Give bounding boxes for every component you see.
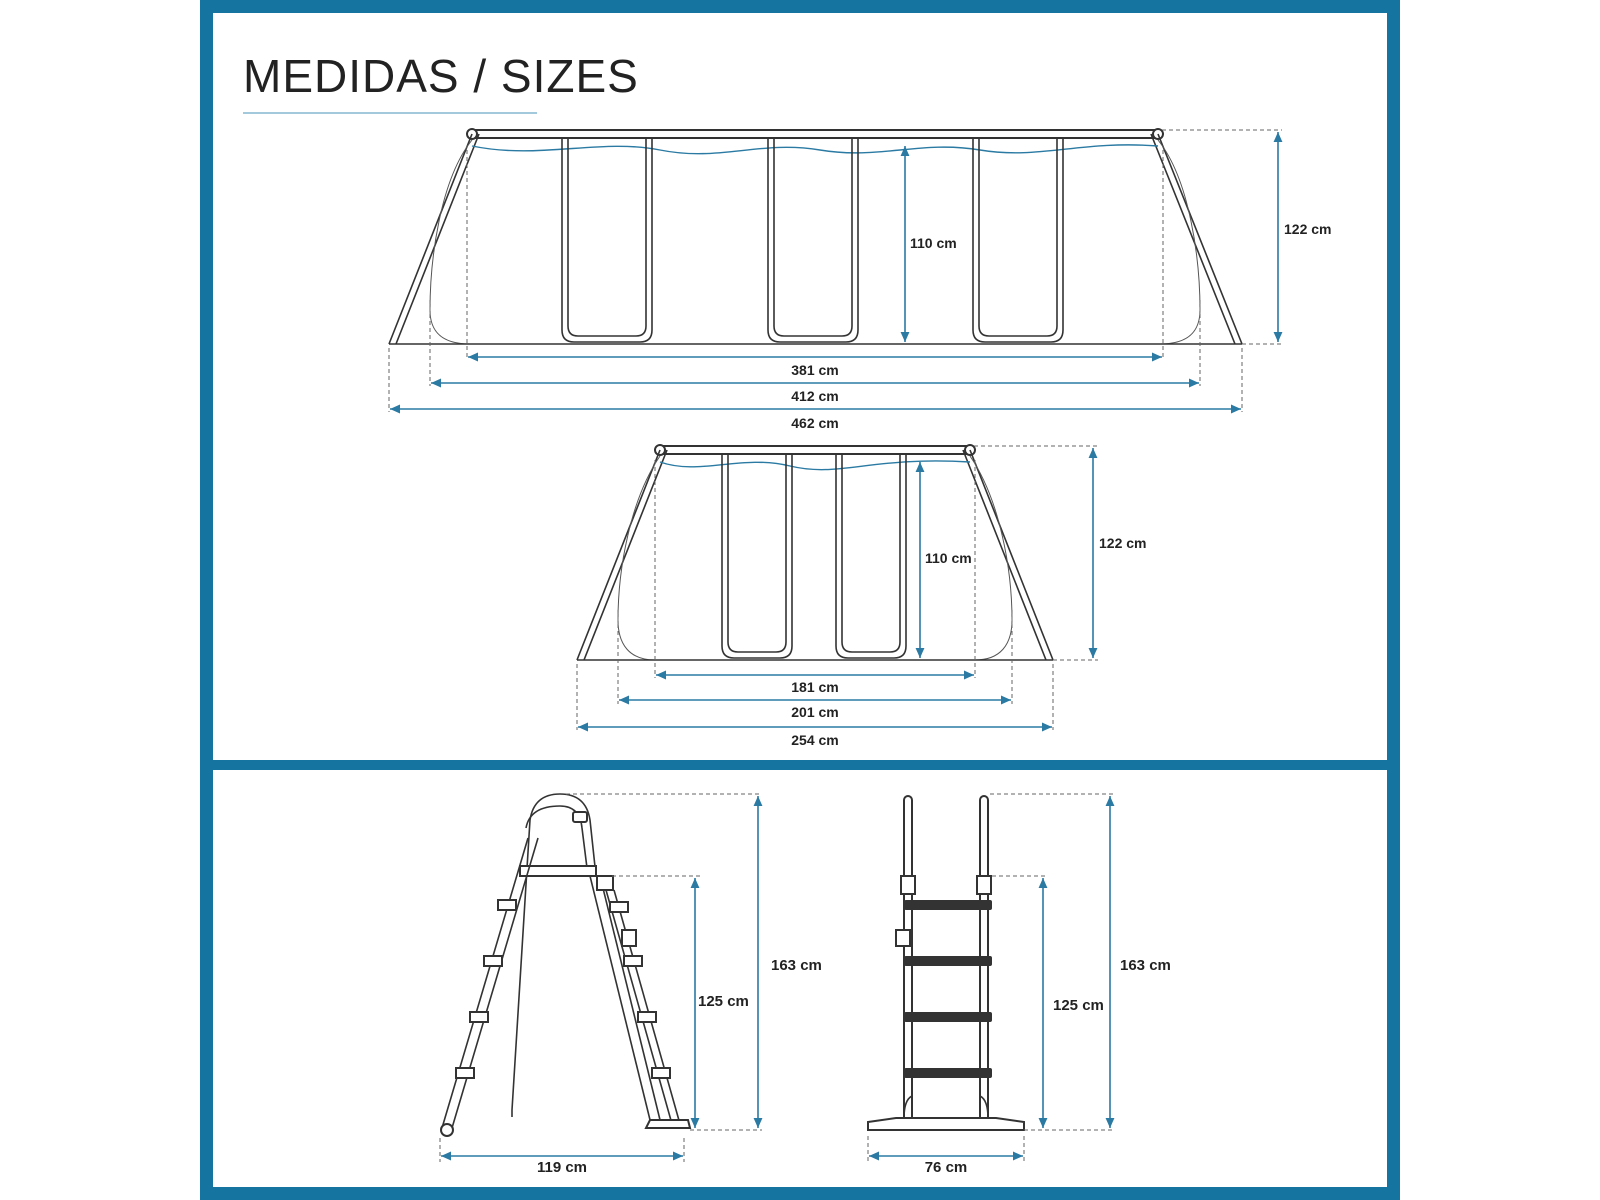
ladder-side-platform-height-label: 125 cm bbox=[698, 993, 749, 1010]
ladder-front-base-width-label: 76 cm bbox=[924, 1159, 968, 1176]
pool-end-inner-width-label: 181 cm bbox=[791, 679, 839, 695]
ladder-side-base-width-label: 119 cm bbox=[536, 1159, 588, 1176]
pool-end-frame-width-label: 254 cm bbox=[791, 732, 839, 748]
pool-end-liner-width-label: 201 cm bbox=[791, 704, 839, 720]
pool-end-total-height-label: 122 cm bbox=[1099, 535, 1147, 551]
ladder-front-platform-height-label: 125 cm bbox=[1053, 997, 1104, 1014]
pool-side-liner-length-label: 412 cm bbox=[791, 388, 839, 404]
ladder-front-total-height-label: 163 cm bbox=[1120, 957, 1171, 974]
page-border bbox=[200, 0, 1400, 1200]
pool-end-water-height-label: 110 cm bbox=[925, 550, 972, 566]
pool-side-frame-length-label: 462 cm bbox=[791, 415, 839, 431]
pool-side-water-height-label: 110 cm bbox=[910, 235, 957, 251]
pool-side-total-height-label: 122 cm bbox=[1284, 221, 1332, 237]
ladder-side-total-height-label: 163 cm bbox=[771, 957, 822, 974]
pool-side-inner-length-label: 381 cm bbox=[791, 362, 839, 378]
page-title: MEDIDAS / SIZES bbox=[243, 50, 639, 102]
pool-top-rail bbox=[472, 130, 1158, 138]
